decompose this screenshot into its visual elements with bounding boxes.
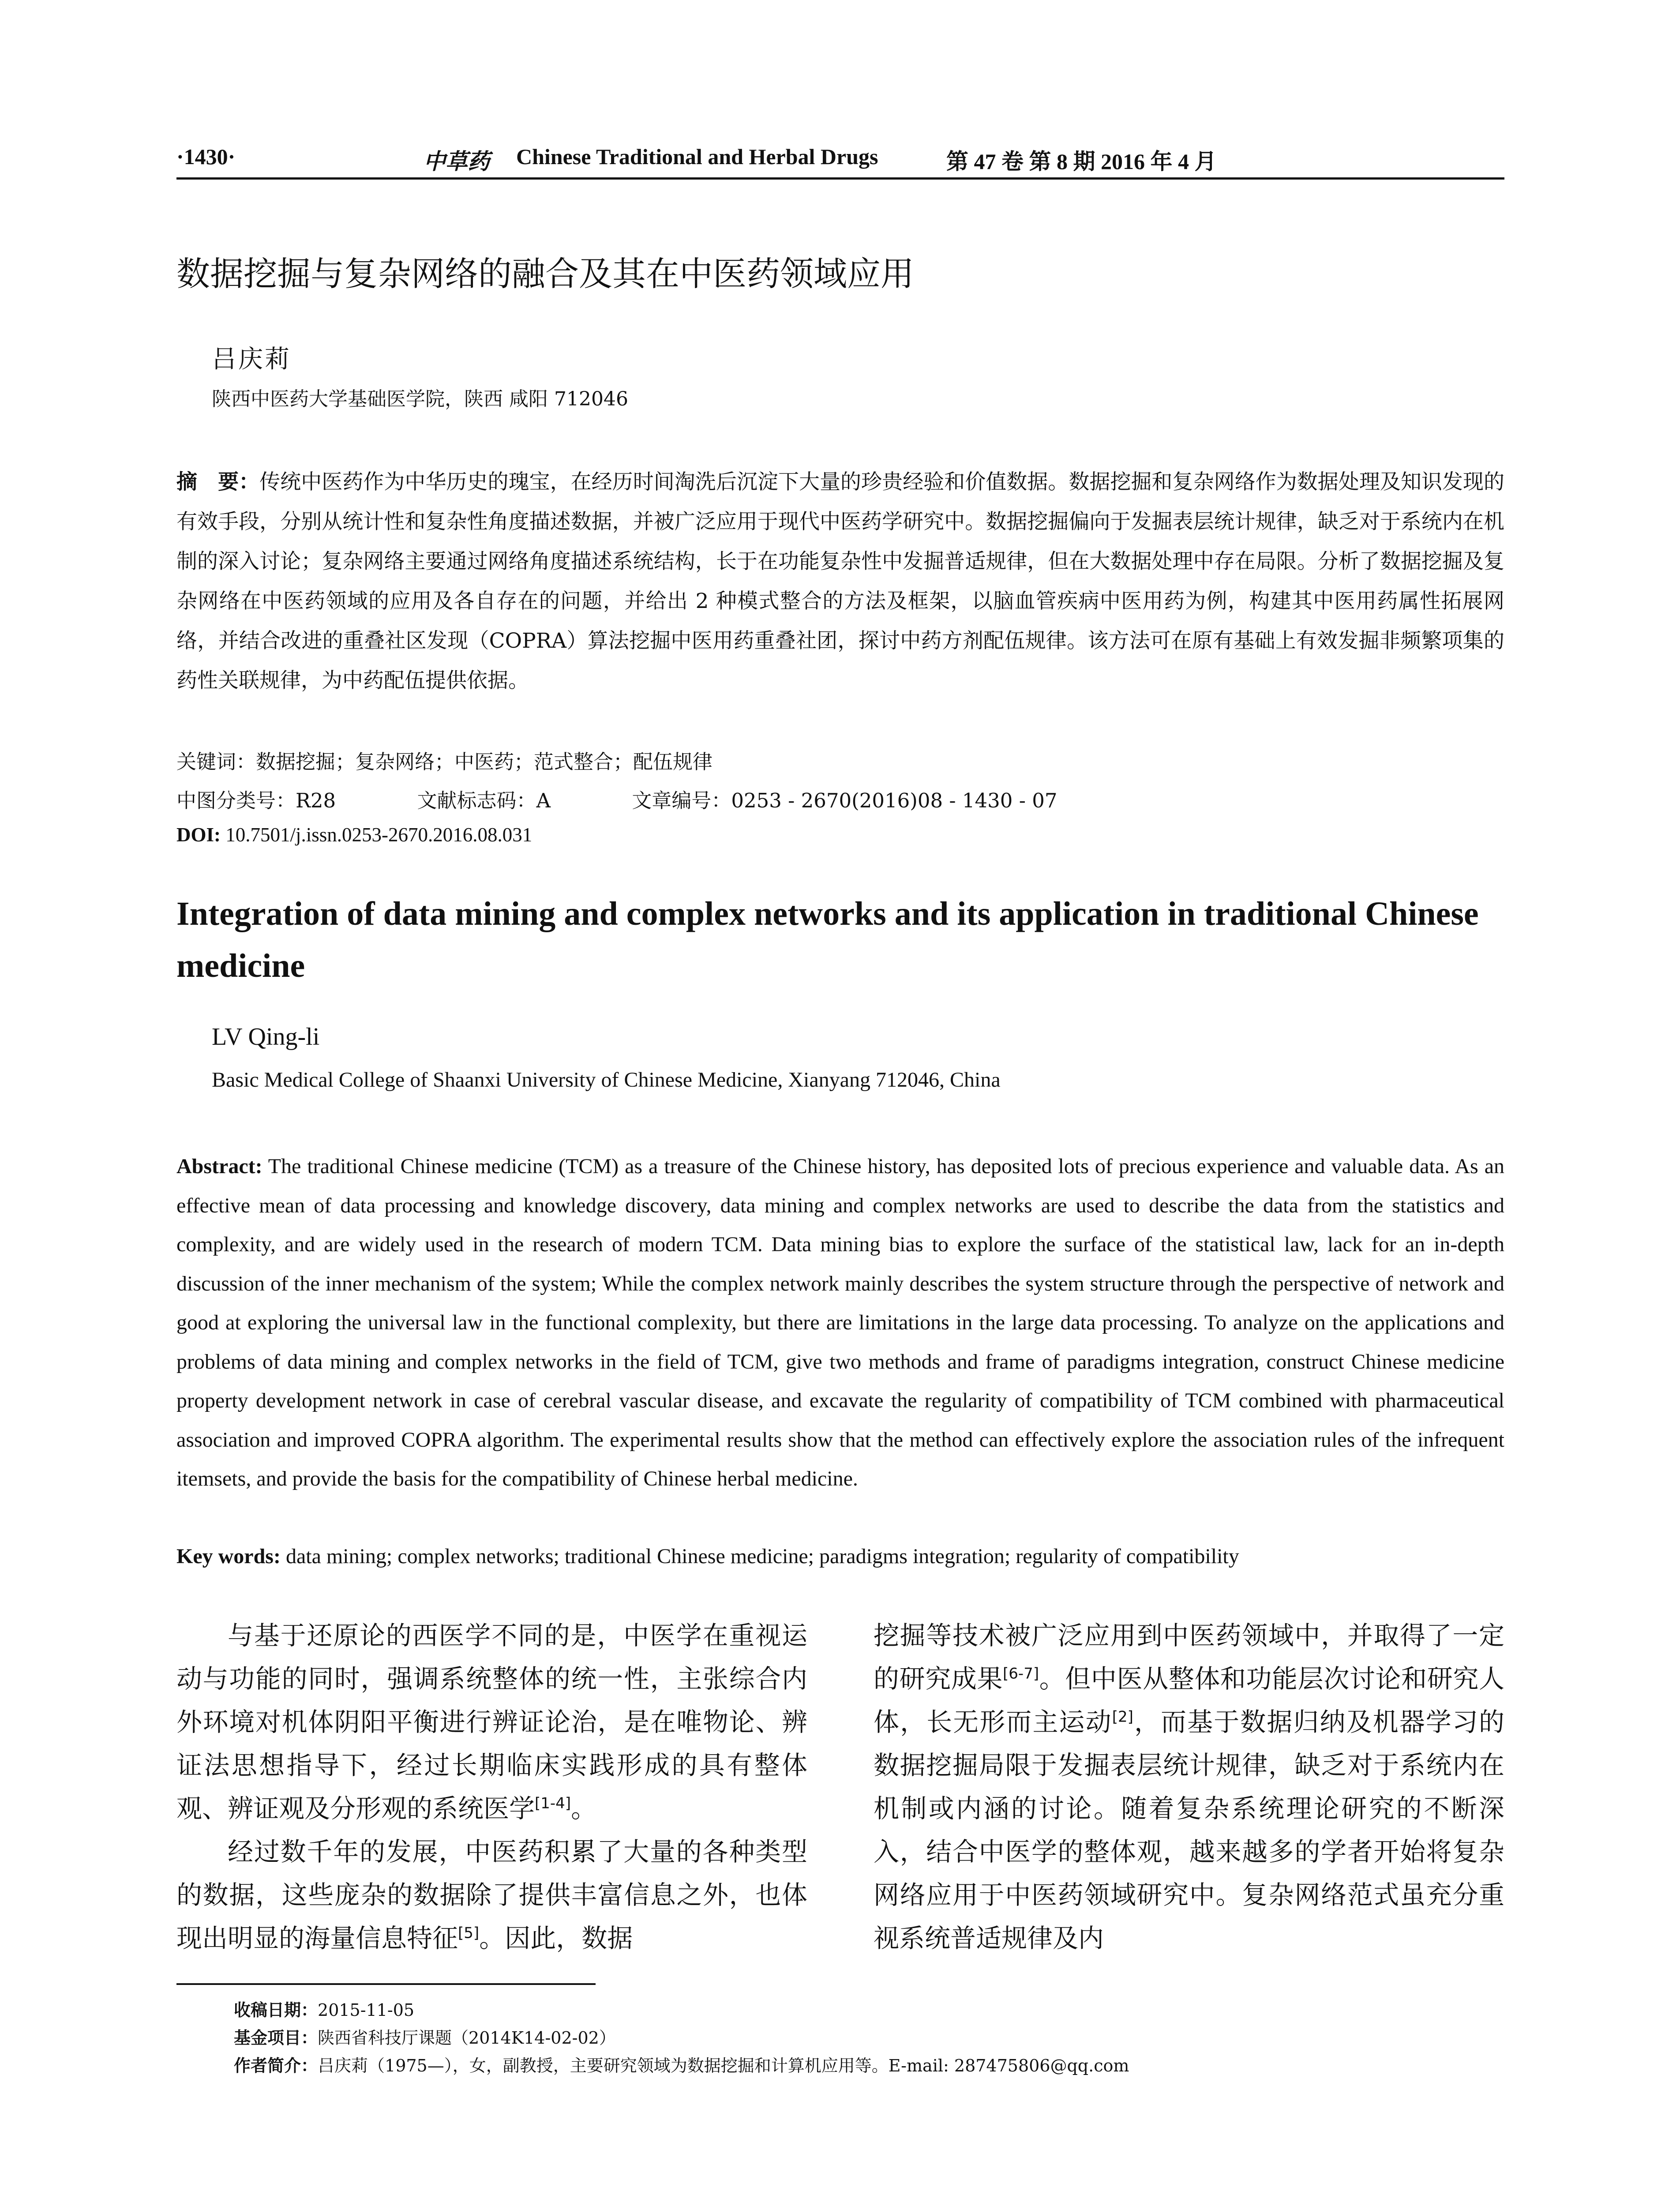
abstract-text-en: The traditional Chinese medicine (TCM) as a treasure of the Chinese history, has deposited lots of precious experience and valuable data. As an effective mean of data processing and knowledge discovery, data mining and complex networks are used to describe the data from the statistics and complexity, and are widely used in the research of modern TCM. Data mining bias to explore the surface of the statistical law, lack for an in-depth discussion of the inner mechanism of the system; While the complex network mainly describes the system structure through the perspective of network and good at exploring the universal law in the functional complexity, but there are limitations in the large data processing. To analyze on the applications and problems of data mining and complex networks in the field of TCM, give two methods and frame of paradigms integration, construct Chinese medicine property development network in case of cerebral vascular disease, and excavate the regularity of compatibility of TCM combined with pharmaceutical association and improved COPRA algorithm. The experimental results show that the method can effectively explore the association rules of the infrequent itemsets, and provide the basis for the compatibility of Chinese herbal medicine. [176,1155,1505,1490]
body-paragraph: 与基于还原论的西医学不同的是，中医学在重视运动与功能的同时，强调系统整体的统一性，主张综合内外环境对机体阴阳平衡进行辨证论治，是在唯物论、辨证法思想指导下，经过长期临床实践形成的具有整体观、辨证观及分形观的系统医学[1-4]。 [176,1621,807,1823]
clc-label: 中图分类号： [176,789,296,812]
keywords-text-cn: 数据挖掘；复杂网络；中医药；范式整合；配伍规律 [256,750,713,773]
citation: [5] [458,1924,480,1942]
body-paragraph: 挖掘等技术被广泛应用到中医药领域中，并取得了一定的研究成果[6-7]。但中医从整体和功能层次讨论和研究人体，长无形而主运动[2]，而基于数据归纳及机器学习的数据挖掘局限于发掘表层统计规律，缺乏对于系统内在机制或内涵的讨论。随着复杂系统理论研究的不断深入，结合中医学的整体观，越来越多的学者开始将复杂网络应用于中医药领域研究中。复杂网络范式虽充分重视系统普适规律及内 [874,1621,1504,1953]
affiliation-cn: 陕西中医药大学基础医学院，陕西 咸阳 712046 [212,388,628,410]
doc-code-label: 文献标志码： [417,789,536,812]
footnote-rule [176,1983,596,1985]
citation: [1-4] [535,1794,571,1812]
citation: [2] [1112,1708,1133,1726]
footnote-fund: 基金项目：陕西省科技厅课题（2014K14-02-02） [234,2028,616,2048]
article-no-label: 文章编号： [632,789,731,812]
keywords-label-cn: 关键词： [176,750,256,773]
author-en: LV Qing-li [212,1023,320,1050]
journal-name-en: Chinese Traditional and Herbal Drugs [516,144,878,169]
author-cn: 吕庆莉 [212,345,291,374]
issue-info: 第 47 卷 第 8 期 2016 年 4 月 [946,149,1217,174]
affiliation-en: Basic Medical College of Shaanxi University of Chinese Medicine, Xianyang 712046, China [212,1068,1001,1092]
abstract-label-en: Abstract: [176,1155,262,1178]
doi-line [176,823,532,846]
clc-value: R28 [296,789,336,812]
body-paragraph: 经过数千年的发展，中医药积累了大量的各种类型的数据，这些庞杂的数据除了提供丰富信息之外，也体现出明显的海量信息特征[5]。因此，数据 [176,1837,807,1953]
keywords-text-en: data mining; complex networks; traditional Chinese medicine; paradigms integration; regularity of compatibility [285,1545,1239,1568]
journal-name-cn: 中草药 [424,148,490,174]
abstract-text-cn: 传统中医药作为中华历史的瑰宝，在经历时间淘洗后沉淀下大量的珍贵经验和价值数据。数据挖掘和复杂网络作为数据处理及知识发现的有效手段，分别从统计性和复杂性角度描述数据，并被广泛应用于现代中医药学研究中。数据挖掘偏向于发掘表层统计规律，缺乏对于系统内在机制的深入讨论；复杂网络主要通过网络角度描述系统结构，长于在功能复杂性中发掘普适规律，但在大数据处理中存在局限。分析了数据挖掘及复杂网络在中医药领域的应用及各自存在的问题，并给出 2 种模式整合的方法及框架，以脑血管疾病中医用药为例，构建其中医用药属性拓展网络，并结合改进的重叠社区发现（COPRA）算法挖掘中医用药重叠社团，探讨中药方剂配伍规律。该方法可在原有基础上有效发掘非频繁项集的药性关联规律，为中药配伍提供依据。 [176,470,1505,693]
body-column-right [874,1614,1504,1960]
doi-value: 10.7501/j.issn.0253-2670.2016.08.031 [225,824,532,846]
abstract-label-cn: 摘 要： [176,470,260,494]
abstract-cn [176,462,1504,701]
footnote-author-bio: 作者简介：吕庆莉（1975—），女，副教授，主要研究领域为数据挖掘和计算机应用等。E-mail: 287475806@qq.com [234,2056,1129,2075]
classification-line [176,784,1058,813]
keywords-label-en: Key words: [176,1545,281,1568]
page-number: ·1430· [176,144,236,169]
citation: [6-7] [1003,1665,1039,1683]
keywords-en [176,1544,1504,1568]
article-no-value: 0253 - 2670(2016)08 - 1430 - 07 [731,789,1058,812]
body-column-left [176,1614,807,1960]
keywords-cn [176,746,712,774]
abstract-en [176,1147,1504,1499]
footnote-received: 收稿日期：2015-11-05 [234,2000,415,2020]
doc-code-value: A [536,789,551,812]
article-title-en: Integration of data mining and complex networks and its application in traditional Chinese medicine [176,895,1479,984]
doi-label: DOI: [176,824,221,846]
article-title-cn: 数据挖掘与复杂网络的融合及其在中医药领域应用 [176,254,914,293]
running-header [176,140,1504,180]
